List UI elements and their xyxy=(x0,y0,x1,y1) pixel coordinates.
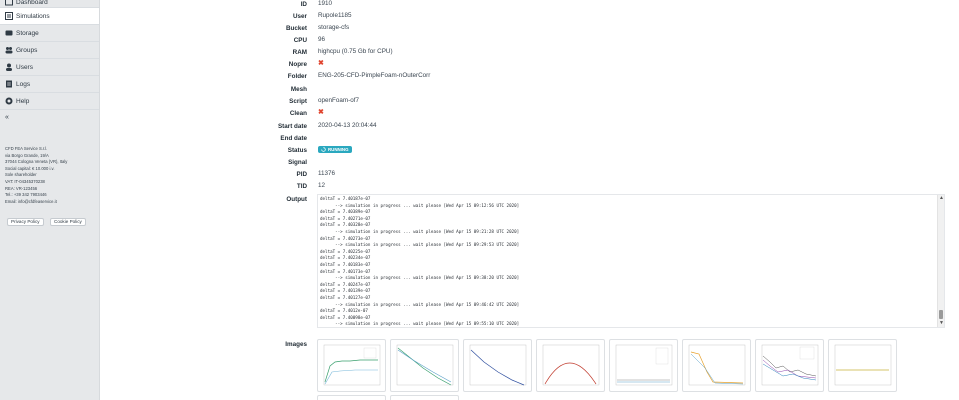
company-line: 37044 Cologna Veneta (VR), Italy xyxy=(5,159,68,165)
detail-value-id: 1910 xyxy=(318,0,333,7)
detail-label: CPU xyxy=(293,36,307,44)
company-line: REA: VR-123456 xyxy=(5,185,38,191)
sidebar-item-storage[interactable] xyxy=(0,25,99,42)
detail-row-script xyxy=(245,96,307,106)
sidebar-item-logs[interactable] xyxy=(0,76,99,93)
detail-label: Signal xyxy=(288,158,307,166)
detail-label: Bucket xyxy=(286,24,307,32)
groups-icon xyxy=(5,46,13,54)
detail-label: User xyxy=(292,12,307,20)
sidebar-item-label: Groups xyxy=(16,46,38,54)
company-line: Email: info@cfdfeaservice.it xyxy=(5,198,57,204)
scrollbar-thumb[interactable] xyxy=(939,310,943,319)
logs-icon xyxy=(5,80,13,88)
sidebar-item-label: Users xyxy=(16,63,33,71)
detail-value-cpu: 96 xyxy=(318,36,326,43)
company-line: VAT: IT-04345370238 xyxy=(5,178,45,184)
detail-label: PID xyxy=(296,170,307,178)
image-thumbnail[interactable] xyxy=(536,339,605,392)
flat-plot-thumbnail xyxy=(831,342,894,389)
cross-icon: ✖ xyxy=(318,109,324,116)
help-icon xyxy=(5,97,13,105)
image-thumbnails xyxy=(317,339,897,400)
image-thumbnail[interactable] xyxy=(682,339,751,392)
output-log-text: deltaT = 7.40187e-07 --> simulation in progress ... wait please [Wed Apr 15 09:12:56 UTC 2020] deltaT = 7.40389e-07 deltaT = 7.40271e-07 deltaT = 7.40328e-07 --> simulation in progress ... wait please [Wed Apr 15 09:21:28 UTC 2020] deltaT = 7.40273e-07 --> simulation in progress ... wait please [Wed Apr 15 09:29:53 UTC 2020] deltaT = 7.40225e-07 deltaT = 7.40234e-07 deltaT = 7.40183e-07 deltaT = 7.40173e-07 --> simulation in progress ... wait please [Wed Apr 15 09:38:20 UTC 2020] deltaT = 7.40247e-07 deltaT = 7.40139e-07 deltaT = 7.40127e-07 --> simulation in progress ... wait please [Wed Apr 15 09:46:42 UTC 2020] deltaT = 7.4012e-07 deltaT = 7.40098e-07 --> simulation in progress ... wait please [Wed Apr 15 09:55:10 UTC 2020] xyxy=(320,196,520,327)
simulations-icon xyxy=(5,12,13,20)
sidebar-item-label: Logs xyxy=(16,80,31,88)
double-chevron-left-icon: « xyxy=(5,114,9,121)
users-icon xyxy=(5,63,13,71)
dashboard-icon xyxy=(5,0,13,6)
detail-value-script: openFoam-of7 xyxy=(318,97,359,104)
image-thumbnail[interactable] xyxy=(463,339,532,392)
detail-label: Images xyxy=(285,340,307,348)
detail-label: Status xyxy=(287,146,307,154)
image-thumbnail[interactable] xyxy=(317,339,386,392)
detail-label: RAM xyxy=(292,48,307,56)
detail-row-end-date xyxy=(245,133,307,143)
detail-label: Start date xyxy=(277,122,307,130)
privacy-policy-button[interactable]: Privacy Policy xyxy=(7,218,44,226)
refresh-icon xyxy=(321,147,326,152)
detail-label: Nopre xyxy=(288,60,307,68)
sidebar-item-help[interactable] xyxy=(0,93,99,110)
detail-row-folder xyxy=(245,71,307,81)
detail-value-tid: 12 xyxy=(318,182,326,189)
detail-row-output xyxy=(245,194,307,204)
detail-row-start-date xyxy=(245,121,307,131)
image-thumbnail[interactable] xyxy=(390,395,459,400)
detail-row-ram xyxy=(245,47,307,57)
sidebar-item-simulations[interactable] xyxy=(0,8,99,25)
detail-row-user xyxy=(245,11,307,21)
detail-row-tid xyxy=(245,181,307,191)
detail-label: Folder xyxy=(287,72,307,80)
detail-row-pid xyxy=(245,169,307,179)
detail-value-bucket: storage-cfs xyxy=(318,24,350,31)
decay-plot-thumbnail xyxy=(466,342,529,389)
company-info xyxy=(5,146,97,205)
image-thumbnail[interactable] xyxy=(317,395,386,400)
decay-plot-thumbnail xyxy=(393,342,456,389)
sidebar-item-label: Storage xyxy=(16,29,39,37)
detail-label: Mesh xyxy=(290,85,307,93)
image-thumbnail[interactable] xyxy=(755,339,824,392)
detail-label: Clean xyxy=(289,109,307,117)
status-badge-pill xyxy=(318,146,352,153)
residuals-plot-thumbnail xyxy=(320,342,383,389)
sidebar-item-label: Dashboard xyxy=(16,0,48,6)
detail-row-status xyxy=(245,145,307,155)
image-thumbnail[interactable] xyxy=(609,339,678,392)
detail-row-signal xyxy=(245,157,307,167)
detail-row-cpu xyxy=(245,35,307,45)
company-line: CFD FEA Service S.r.l. xyxy=(5,146,48,151)
sidebar-item-label: Simulations xyxy=(16,12,50,20)
company-line: Sole shareholder xyxy=(5,172,37,178)
sidebar-item-dashboard[interactable] xyxy=(0,0,99,8)
company-line: Social capital: € 10.000 i.v. xyxy=(5,165,55,171)
scroll-up-arrow-icon[interactable]: ▲ xyxy=(939,195,944,201)
output-scrollbar[interactable] xyxy=(937,195,944,327)
detail-value-folder: ENG-205-CFD-PimpleFoam-nOuterCorr xyxy=(318,72,431,79)
image-thumbnail[interactable] xyxy=(828,339,897,392)
sidebar-item-label: Help xyxy=(16,97,30,105)
drop-plot-thumbnail xyxy=(685,342,748,389)
detail-label: ID xyxy=(300,0,307,8)
detail-row-images xyxy=(245,339,307,349)
detail-label: Output xyxy=(286,195,307,203)
sidebar-item-groups[interactable] xyxy=(0,42,99,59)
detail-row-mesh xyxy=(245,84,307,94)
detail-value-ram: highcpu (0.75 Gb for CPU) xyxy=(318,48,393,55)
detail-value-user: Rupole1185 xyxy=(318,12,352,19)
collapse-sidebar-button[interactable] xyxy=(0,110,99,125)
arc-plot-thumbnail xyxy=(539,342,602,389)
cross-icon: ✖ xyxy=(318,60,324,67)
detail-value-pid: 11376 xyxy=(318,170,336,177)
detail-row-id xyxy=(245,0,307,9)
detail-label: Script xyxy=(289,97,307,105)
detail-label: TID xyxy=(296,182,307,190)
detail-label: End date xyxy=(280,134,307,142)
detail-row-clean xyxy=(245,108,307,118)
output-log[interactable] xyxy=(317,194,945,328)
sidebar-item-users[interactable] xyxy=(0,59,99,76)
oscillating-plot-thumbnail xyxy=(758,342,821,389)
scroll-down-arrow-icon[interactable]: ▼ xyxy=(939,320,944,326)
detail-value-start-date: 2020-04-13 20:04:44 xyxy=(318,122,377,129)
status-text: RUNNING xyxy=(328,147,349,152)
multi-series-plot-thumbnail xyxy=(612,342,675,389)
status-badge xyxy=(318,146,352,154)
detail-row-nopre xyxy=(245,59,307,69)
sidebar xyxy=(0,0,100,400)
image-thumbnail[interactable] xyxy=(390,339,459,392)
cookie-policy-button[interactable]: Cookie Policy xyxy=(50,218,86,226)
company-line: Tel.: +39 342 7903446 xyxy=(5,192,47,198)
company-line: via Borgo Grande, 19/A xyxy=(5,152,49,158)
detail-row-bucket xyxy=(245,23,307,33)
storage-icon xyxy=(5,29,13,37)
